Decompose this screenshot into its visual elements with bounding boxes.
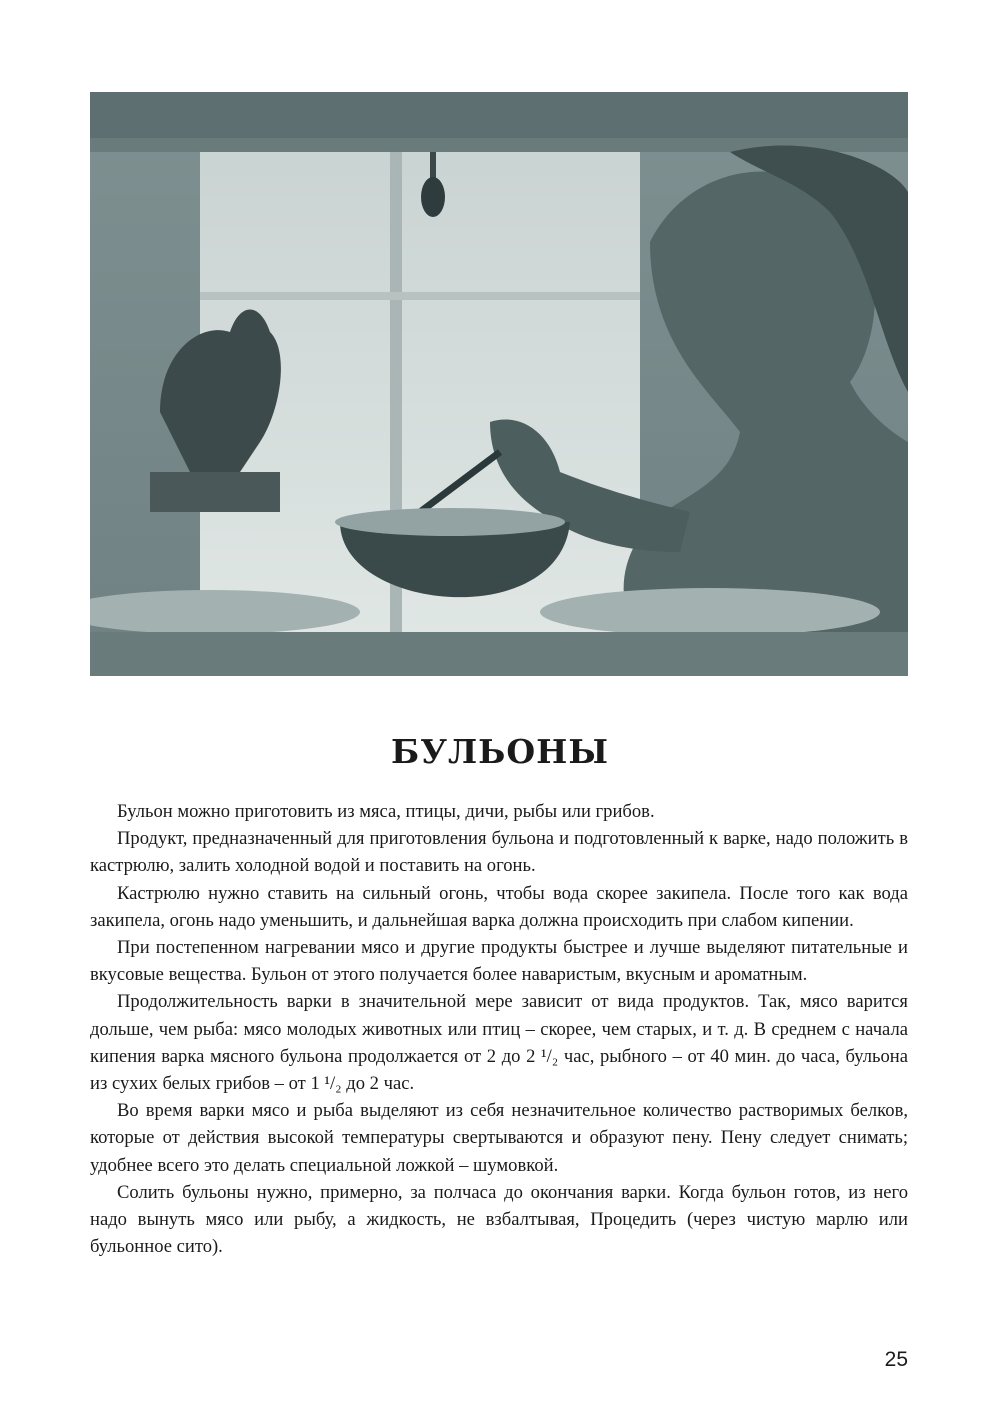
- paragraph: Кастрюлю нужно ставить на сильный огонь, чтобы вода скорее закипела. После того как вода закипела, огонь надо уменьшить, и дальнейшая варка должна происходить при слабом кипении.: [90, 882, 908, 931]
- page-title: БУЛЬОНЫ: [391, 732, 609, 771]
- page-number: 25: [884, 1348, 908, 1371]
- paragraph: Бульон можно приготовить из мяса, птицы, дичи, рыбы или грибов.: [117, 801, 655, 822]
- article-body: [90, 798, 908, 1260]
- paragraph: Продукт, предназначенный для приготовления бульона и подготовленный к варке, надо положить в кастрюлю, залить холодной водой и поставить на огонь.: [90, 828, 908, 877]
- paragraph: Продолжительность варки в значительной мере зависит от вида продуктов. Так, мясо варится дольше, чем рыба: мясо молодых животных или птиц – скорее, чем старых, и т. д. В среднем с начала кипения варка мясного бульона продолжается от 2 до 2 ¹/₂ час, рыбного – от 40 мин. до часа, бульона из сухих белых грибов – от 1 ¹/₂ до 2 час.: [90, 991, 908, 1095]
- paragraph: Во время варки мясо и рыба выделяют из себя незначительное количество растворимых белков, которые от действия высокой температуры свертываются и образуют пену. Пену следует снимать; удобнее всего это делать специальной ложкой – шумовкой.: [90, 1100, 908, 1176]
- photo-woman-tasting-soup: [90, 92, 908, 676]
- paragraph: Солить бульоны нужно, примерно, за полчаса до окончания варки. Когда бульон готов, из него надо вынуть мясо или рыбу, а жидкость, не взбалтывая, Процедить (через чистую марлю или бульонное сито).: [90, 1181, 908, 1258]
- paragraph: При постепенном нагревании мясо и другие продукты быстрее и лучше выделяют питательные и вкусовые вещества. Бульон от этого получается более наваристым, вкусным и ароматным.: [90, 937, 908, 986]
